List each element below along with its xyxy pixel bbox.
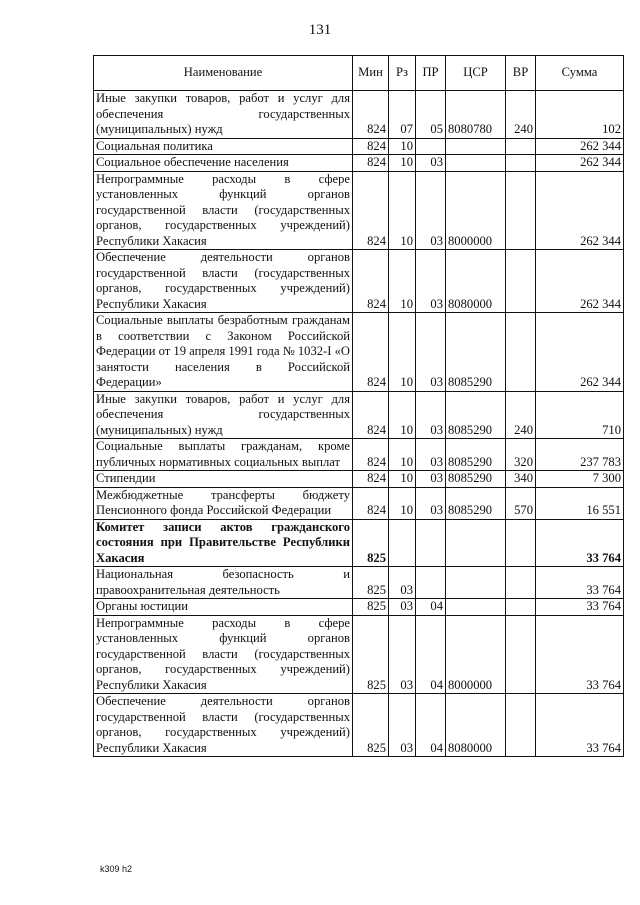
header-name: Наименование: [94, 56, 353, 91]
row-csr: 8085290: [446, 439, 506, 471]
table-row: [94, 519, 624, 567]
row-rz: 03: [389, 599, 416, 616]
row-pr: [416, 519, 446, 567]
table-row: [94, 91, 624, 139]
row-name: Комитет записи актов гражданского состояния при Правительстве Республики Хакасия: [94, 519, 353, 567]
row-csr: 8000000: [446, 171, 506, 250]
row-sum: 33 764: [536, 599, 624, 616]
row-name: Непрограммные расходы в сфере установленных функций органов государственной власти (государственных органов, государственных учреждений) Республики Хакасия: [94, 171, 353, 250]
row-csr: 8085290: [446, 471, 506, 488]
row-name: Органы юстиции: [94, 599, 353, 616]
header-min: Мин: [353, 56, 389, 91]
header-rz: Рз: [389, 56, 416, 91]
row-sum: 102: [536, 91, 624, 139]
row-name: Стипендии: [94, 471, 353, 488]
table-row: [94, 439, 624, 471]
row-min: 825: [353, 599, 389, 616]
row-vr: 340: [506, 471, 536, 488]
row-rz: 10: [389, 250, 416, 313]
row-pr: 03: [416, 487, 446, 519]
row-sum: 237 783: [536, 439, 624, 471]
row-csr: [446, 567, 506, 599]
row-min: 824: [353, 155, 389, 172]
row-sum: 7 300: [536, 471, 624, 488]
row-csr: [446, 519, 506, 567]
row-name: Национальная безопасность и правоохранительная деятельность: [94, 567, 353, 599]
row-rz: 07: [389, 91, 416, 139]
table-row: [94, 487, 624, 519]
row-min: 824: [353, 487, 389, 519]
table-row: [94, 567, 624, 599]
row-sum: 16 551: [536, 487, 624, 519]
row-vr: [506, 138, 536, 155]
row-csr: [446, 138, 506, 155]
row-pr: 03: [416, 171, 446, 250]
row-pr: 03: [416, 439, 446, 471]
row-vr: 570: [506, 487, 536, 519]
row-vr: [506, 615, 536, 694]
row-min: 824: [353, 471, 389, 488]
row-name: Социальное обеспечение населения: [94, 155, 353, 172]
row-rz: 03: [389, 694, 416, 757]
row-sum: 262 344: [536, 138, 624, 155]
table-row: [94, 138, 624, 155]
row-name: Социальная политика: [94, 138, 353, 155]
row-vr: [506, 155, 536, 172]
row-min: 824: [353, 250, 389, 313]
row-name: Непрограммные расходы в сфере установленных функций органов государственной власти (государственных органов, государственных учреждений) Республики Хакасия: [94, 615, 353, 694]
row-min: 825: [353, 694, 389, 757]
table-row: [94, 471, 624, 488]
table-row: [94, 313, 624, 392]
row-rz: 10: [389, 439, 416, 471]
row-rz: 03: [389, 567, 416, 599]
row-pr: 03: [416, 391, 446, 439]
row-vr: [506, 519, 536, 567]
table-header-row: [94, 56, 624, 91]
row-name: Иные закупки товаров, работ и услуг для обеспечения государственных (муниципальных) нужд: [94, 91, 353, 139]
table-row: [94, 250, 624, 313]
table-row: [94, 391, 624, 439]
row-min: 825: [353, 567, 389, 599]
row-min: 824: [353, 138, 389, 155]
row-vr: [506, 567, 536, 599]
row-min: 824: [353, 91, 389, 139]
row-rz: 03: [389, 615, 416, 694]
row-csr: 8080780: [446, 91, 506, 139]
row-sum: 33 764: [536, 567, 624, 599]
row-name: Иные закупки товаров, работ и услуг для обеспечения государственных (муниципальных) нужд: [94, 391, 353, 439]
row-sum: 262 344: [536, 250, 624, 313]
budget-table: [93, 55, 624, 757]
row-pr: 03: [416, 155, 446, 172]
row-vr: 240: [506, 391, 536, 439]
row-pr: [416, 138, 446, 155]
row-sum: 262 344: [536, 171, 624, 250]
header-vr: ВР: [506, 56, 536, 91]
row-csr: [446, 155, 506, 172]
table-body: [94, 91, 624, 757]
header-sum: Сумма: [536, 56, 624, 91]
row-pr: 05: [416, 91, 446, 139]
row-csr: 8080000: [446, 694, 506, 757]
footer-code: k309 h2: [100, 864, 133, 874]
row-pr: 04: [416, 694, 446, 757]
row-name: Обеспечение деятельности органов государственной власти (государственных органов, государственных учреждений) Республики Хакасия: [94, 694, 353, 757]
row-pr: 04: [416, 615, 446, 694]
row-min: 824: [353, 171, 389, 250]
header-pr: ПР: [416, 56, 446, 91]
row-csr: 8085290: [446, 313, 506, 392]
row-rz: 10: [389, 391, 416, 439]
page-number: 131: [308, 22, 332, 38]
row-csr: 8085290: [446, 487, 506, 519]
header-csr: ЦСР: [446, 56, 506, 91]
row-sum: 33 764: [536, 519, 624, 567]
row-csr: 8000000: [446, 615, 506, 694]
row-pr: [416, 567, 446, 599]
row-pr: 04: [416, 599, 446, 616]
row-sum: 710: [536, 391, 624, 439]
row-vr: [506, 313, 536, 392]
row-min: 824: [353, 391, 389, 439]
row-vr: [506, 250, 536, 313]
row-vr: 240: [506, 91, 536, 139]
row-pr: 03: [416, 250, 446, 313]
row-min: 824: [353, 439, 389, 471]
row-name: Обеспечение деятельности органов государственной власти (государственных органов, государственных учреждений) Республики Хакасия: [94, 250, 353, 313]
table-row: [94, 615, 624, 694]
table-row: [94, 694, 624, 757]
row-rz: 10: [389, 487, 416, 519]
row-min: 824: [353, 313, 389, 392]
row-vr: [506, 171, 536, 250]
row-name: Межбюджетные трансферты бюджету Пенсионного фонда Российской Федерации: [94, 487, 353, 519]
row-name: Социальные выплаты гражданам, кроме публичных нормативных социальных выплат: [94, 439, 353, 471]
table-row: [94, 599, 624, 616]
row-rz: [389, 519, 416, 567]
row-pr: 03: [416, 471, 446, 488]
table-row: [94, 155, 624, 172]
row-csr: 8080000: [446, 250, 506, 313]
row-rz: 10: [389, 313, 416, 392]
row-min: 825: [353, 519, 389, 567]
row-name: Социальные выплаты безработным гражданам в соответствии с Законом Российской Федерации от 19 апреля 1991 года № 1032-I «О занятости населения в Российской Федерации»: [94, 313, 353, 392]
table-row: [94, 171, 624, 250]
row-rz: 10: [389, 471, 416, 488]
row-pr: 03: [416, 313, 446, 392]
row-csr: 8085290: [446, 391, 506, 439]
row-min: 825: [353, 615, 389, 694]
row-sum: 33 764: [536, 615, 624, 694]
row-rz: 10: [389, 171, 416, 250]
row-vr: [506, 599, 536, 616]
row-sum: 262 344: [536, 313, 624, 392]
row-vr: [506, 694, 536, 757]
row-vr: 320: [506, 439, 536, 471]
row-rz: 10: [389, 138, 416, 155]
row-rz: 10: [389, 155, 416, 172]
row-sum: 33 764: [536, 694, 624, 757]
row-csr: [446, 599, 506, 616]
row-sum: 262 344: [536, 155, 624, 172]
